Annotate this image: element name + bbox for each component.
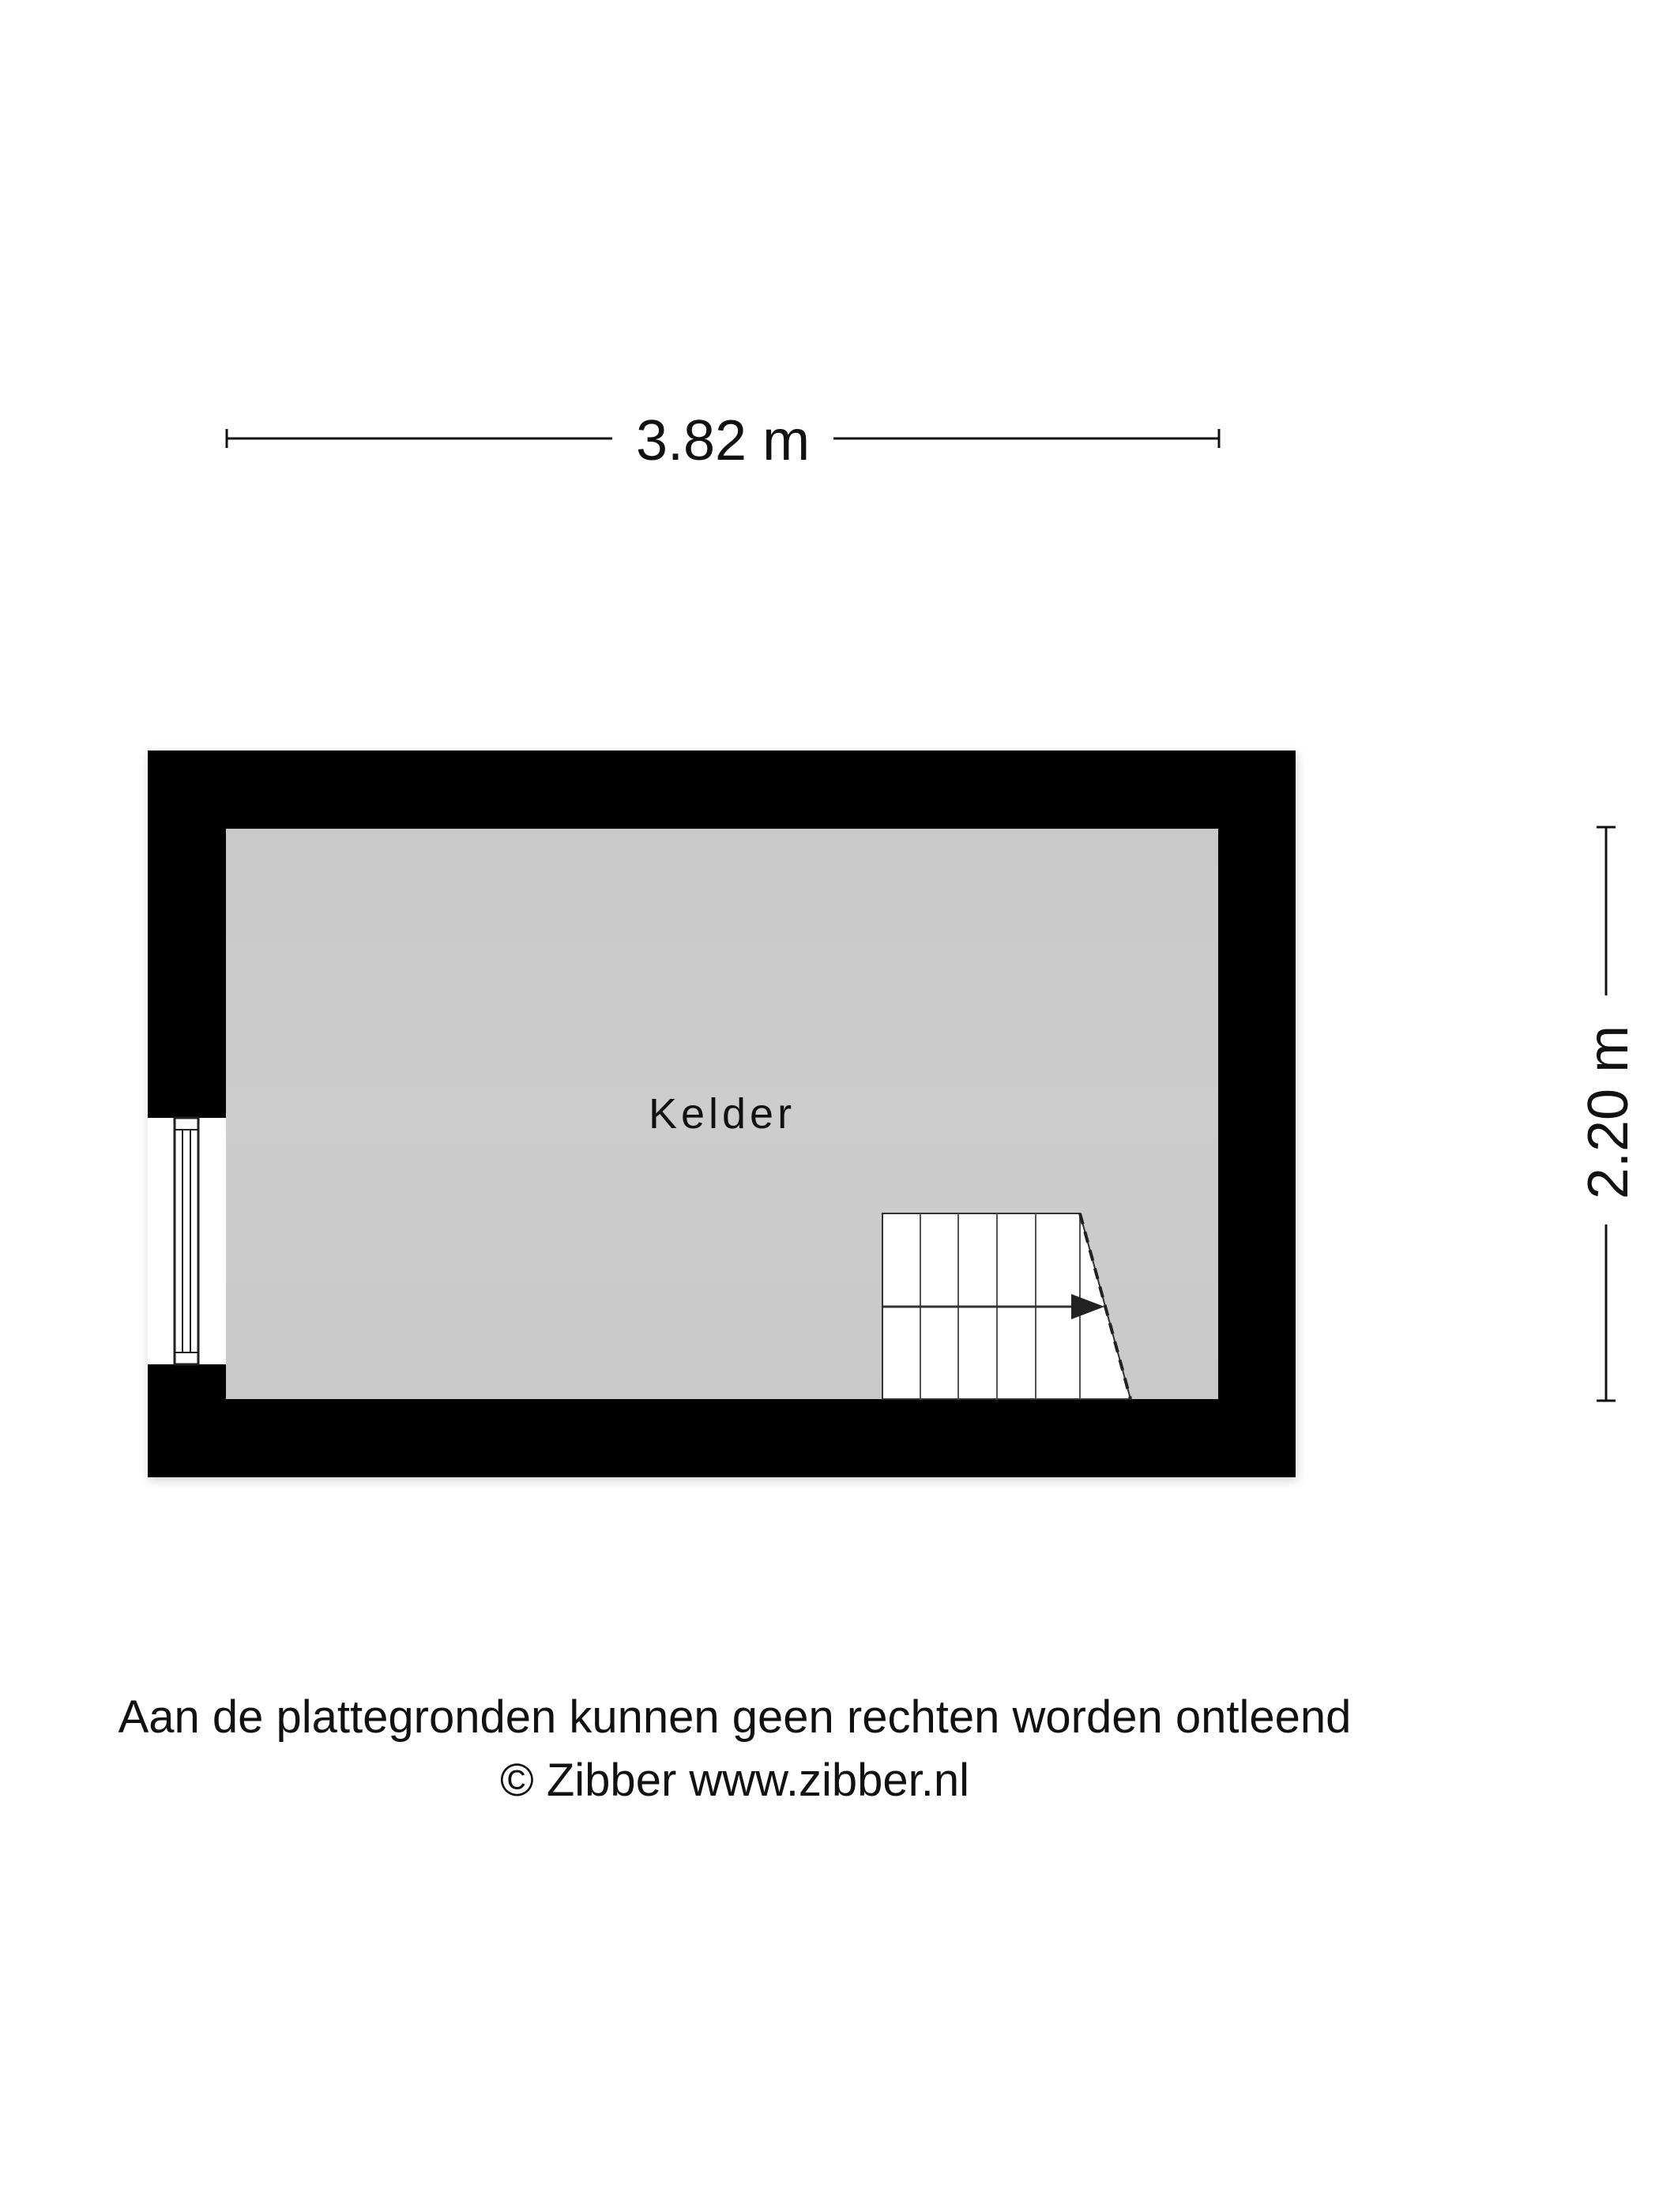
width-dimension <box>227 409 1219 472</box>
room-label-kelder: Kelder <box>648 1090 796 1138</box>
window <box>148 1118 226 1364</box>
copyright-text: © Zibber www.zibber.nl <box>500 1755 969 1806</box>
depth-dimension <box>1577 827 1640 1401</box>
width-dimension-label: 3.82 m <box>635 409 811 472</box>
depth-dimension-label: 2.20 m <box>1577 1025 1640 1200</box>
disclaimer-text: Aan de plattegronden kunnen geen rechten worden ontleend <box>118 1691 1352 1743</box>
